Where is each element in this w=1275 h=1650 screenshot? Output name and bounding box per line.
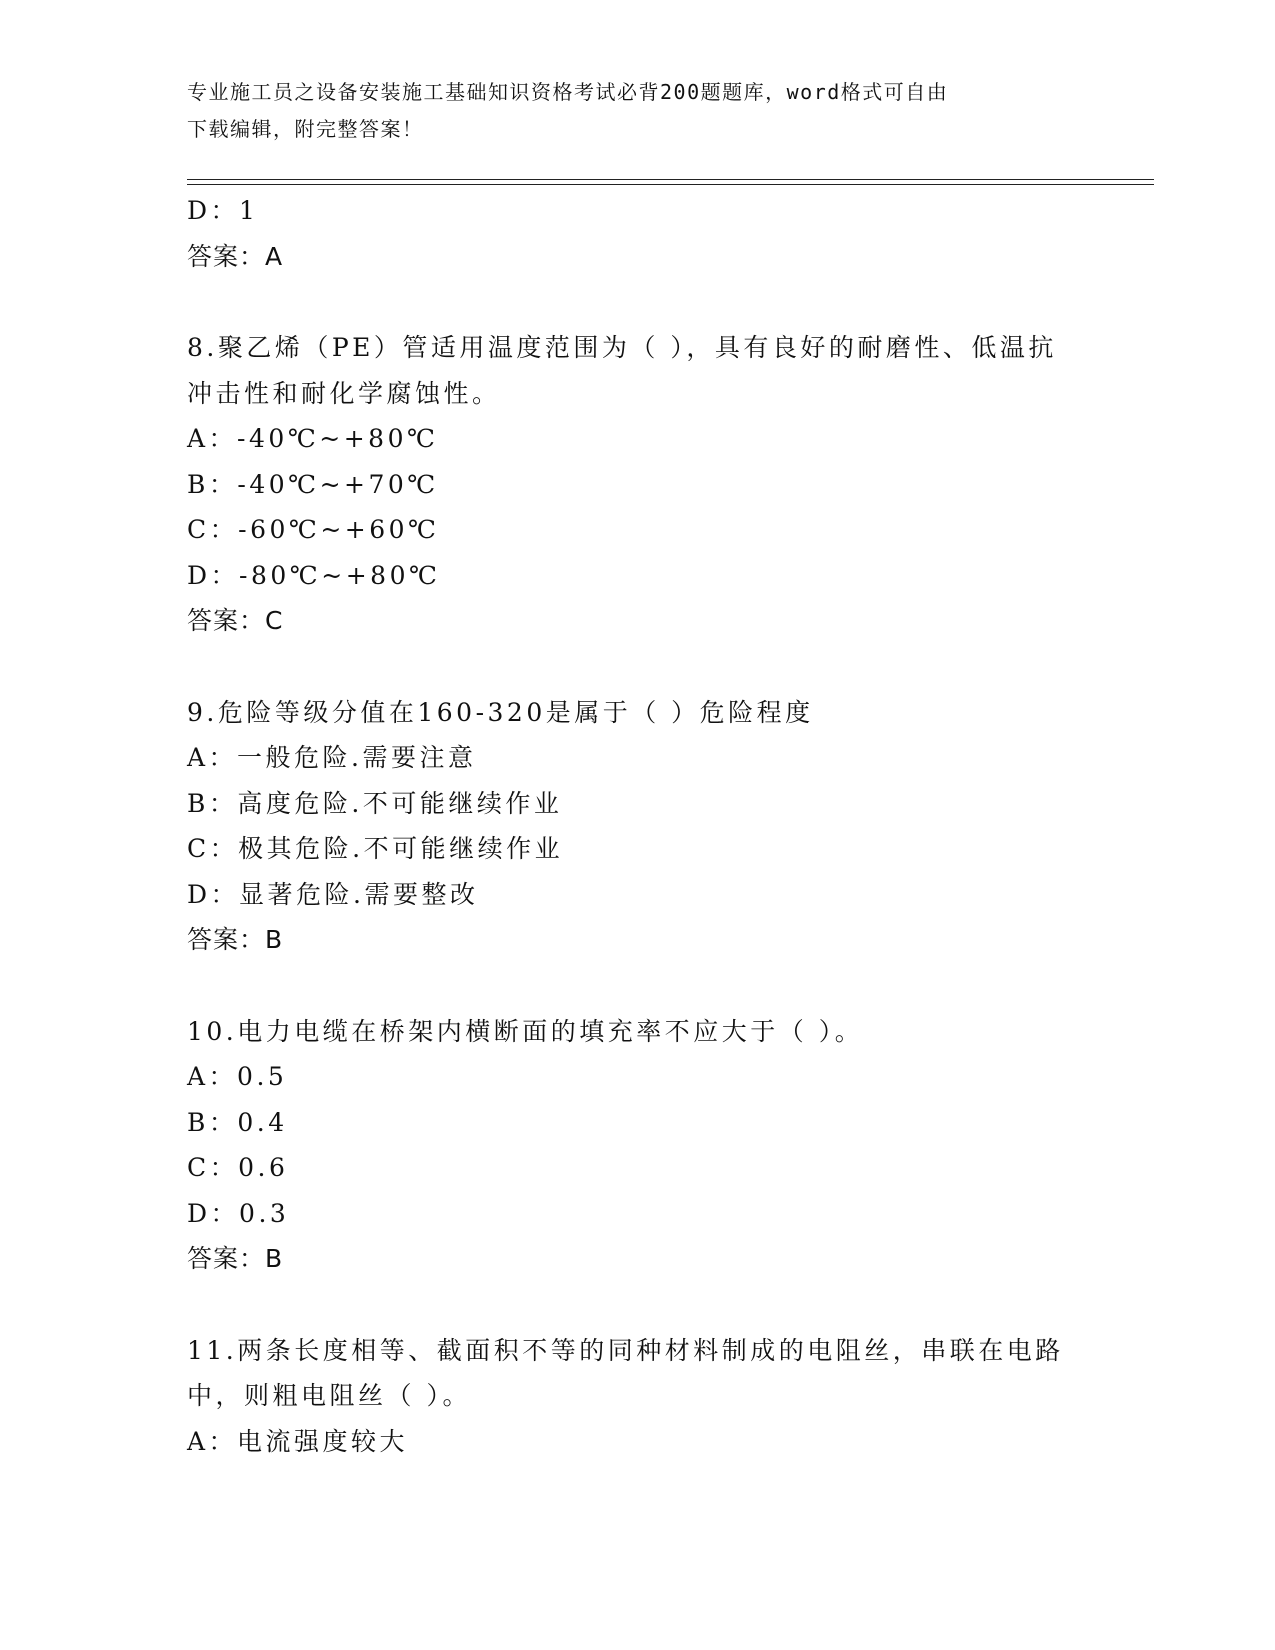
header-line-2: 下载编辑，附完整答案！ xyxy=(187,117,424,141)
header-rule-bottom xyxy=(187,184,1154,185)
option-c: C：0.6 xyxy=(187,1153,289,1182)
answer: 答案：B xyxy=(187,925,284,954)
option-b: B：高度危险.不可能继续作业 xyxy=(187,788,563,818)
option-c: C：-60℃~+60℃ xyxy=(187,515,440,544)
option-b: B：-40℃~+70℃ xyxy=(187,469,439,499)
question-10 xyxy=(187,1009,1087,1282)
question-stem: 11.两条长度相等、截面积不等的同种材料制成的电阻丝，串联在电路 xyxy=(187,1335,1064,1365)
question-8 xyxy=(187,325,1087,644)
option-a: A：电流强度较大 xyxy=(187,1426,409,1456)
question-9 xyxy=(187,690,1087,963)
question-stem: 8.聚乙烯（PE）管适用温度范围为（ ），具有良好的耐磨性、低温抗 xyxy=(187,333,1057,362)
header-rule-top xyxy=(187,179,1154,180)
question-stem: 冲击性和耐化学腐蚀性。 xyxy=(187,378,501,408)
question-stem: 10.电力电缆在桥架内横断面的填充率不应大于（ ）。 xyxy=(187,1016,864,1046)
option-b: B：0.4 xyxy=(187,1107,288,1137)
answer: 答案：B xyxy=(187,1244,284,1273)
option-a: A：-40℃~+80℃ xyxy=(187,424,439,453)
question-11 xyxy=(187,1328,1087,1465)
option-c: C：极其危险.不可能继续作业 xyxy=(187,834,564,863)
option-a: A：0.5 xyxy=(187,1062,288,1091)
option-d: D：显著危险.需要整改 xyxy=(187,879,479,909)
question-list xyxy=(187,188,1087,1464)
option-a: A：一般危险.需要注意 xyxy=(187,743,477,772)
header-line-1: 专业施工员之设备安装施工基础知识资格考试必背200题题库，word格式可自由 xyxy=(187,80,949,104)
option-d: D：0.3 xyxy=(187,1198,290,1228)
prev-answer: 答案：A xyxy=(187,241,284,271)
prev-option-d: D：1 xyxy=(187,196,259,225)
answer: 答案：C xyxy=(187,606,284,635)
document-header xyxy=(187,74,1087,148)
question-stem: 中，则粗电阻丝（ ）。 xyxy=(187,1381,471,1410)
question-stem: 9.危险等级分值在160-320是属于（ ）危险程度 xyxy=(187,697,814,727)
option-d: D：-80℃~+80℃ xyxy=(187,560,441,590)
